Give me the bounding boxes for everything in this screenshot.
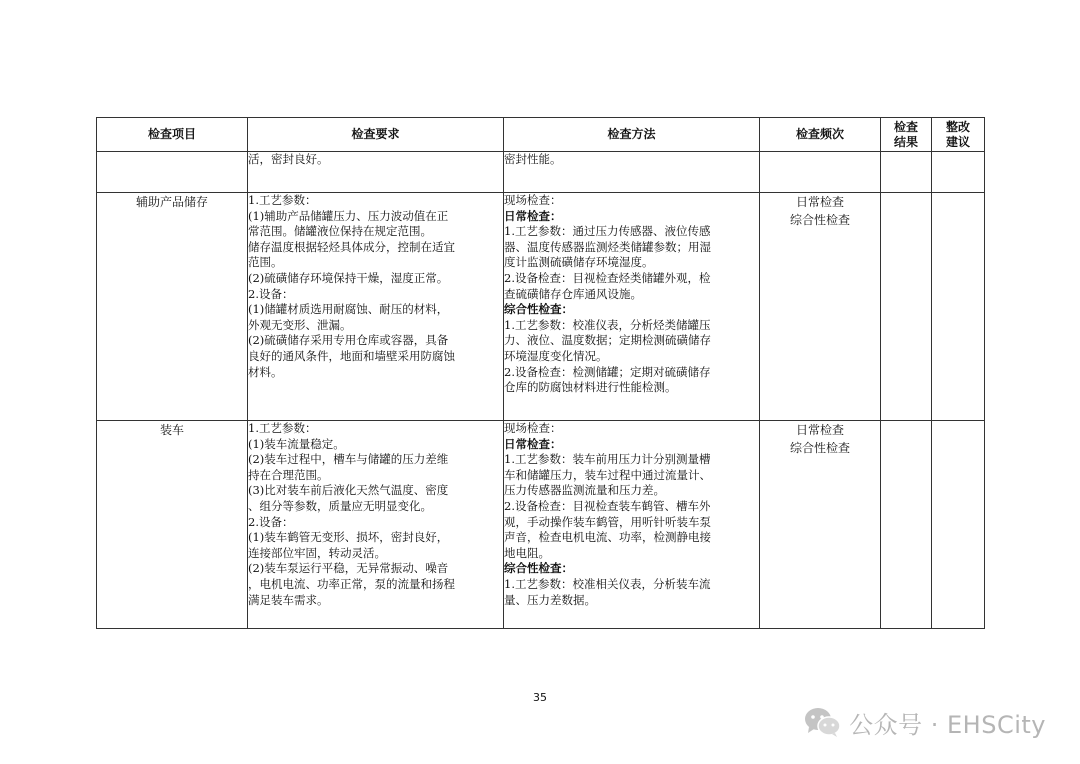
method-line: 压力传感器监测流量和压力差。 <box>504 483 665 498</box>
method-line: 综合性检查： <box>504 302 573 317</box>
page-number: 35 <box>533 691 547 704</box>
item-label: 辅助产品储存 <box>135 195 208 209</box>
requirement-line: (2)装车泵运行平稳，无异常振动、噪音 <box>248 561 449 576</box>
requirement-line: 常范围。储罐液位保持在规定范围。 <box>248 224 432 239</box>
method-line: 力、液位、温度数据；定期检测硫磺储存 <box>504 333 711 348</box>
requirement-line: 2.设备： <box>248 286 294 301</box>
suggestion-cell <box>932 152 985 193</box>
frequency-line: 日常检查 <box>795 423 844 437</box>
method-line: 声音，检查电机电流、功率，检测静电接 <box>504 530 711 545</box>
requirement-line: 良好的通风条件，地面和墙壁采用防腐蚀 <box>248 348 455 363</box>
requirement-line: 1.工艺参数： <box>248 421 317 435</box>
requirement-line: 外观无变形、泄漏。 <box>248 317 352 332</box>
header-requirement: 检查要求 <box>248 118 504 152</box>
item-cell <box>97 152 248 193</box>
requirement-line: 材料。 <box>248 364 283 379</box>
item-cell <box>97 421 248 629</box>
header-frequency: 检查频次 <box>760 118 881 152</box>
method-line: 地电阻。 <box>504 545 550 560</box>
method-line: 现场检查： <box>504 193 562 207</box>
method-line: 器、温度传感器监测烃类储罐参数；用湿 <box>504 239 711 254</box>
header-item: 检查项目 <box>97 118 248 152</box>
requirement-line: 活，密封良好。 <box>248 152 329 166</box>
method-line: 现场检查： <box>504 421 562 435</box>
table-row <box>97 152 985 193</box>
method-line: 1.工艺参数：通过压力传感器、液位传感 <box>504 224 711 239</box>
requirement-cell <box>248 152 504 193</box>
method-line: 观，手动操作装车鹤管，用听针听装车泵 <box>504 514 711 529</box>
requirement-line: 1.工艺参数： <box>248 193 317 207</box>
method-line: 2.设备检查：检测储罐；定期对硫磺储存 <box>504 364 711 379</box>
item-label: 装车 <box>159 423 184 437</box>
inspection-table <box>96 117 985 629</box>
method-line: 查硫磺储存仓库通风设施。 <box>504 286 642 301</box>
requirement-line: 2.设备： <box>248 514 294 529</box>
requirement-line: ，电机电流、功率正常，泵的流量和扬程 <box>248 576 455 591</box>
wechat-icon <box>803 706 841 738</box>
method-line: 密封性能。 <box>504 152 562 166</box>
frequency-cell <box>760 193 881 421</box>
method-cell <box>504 152 760 193</box>
result-cell <box>881 193 932 421</box>
requirement-cell <box>248 193 504 421</box>
result-cell <box>881 152 932 193</box>
frequency-line: 综合性检查 <box>789 441 850 455</box>
watermark <box>803 704 1046 740</box>
method-line: 日常检查： <box>504 436 562 451</box>
method-line: 日常检查： <box>504 208 562 223</box>
header-result: 检查 结果 <box>881 118 932 152</box>
requirement-line: 持在合理范围。 <box>248 467 329 482</box>
requirement-line: (1)装车流量稳定。 <box>248 436 345 451</box>
requirement-line: (1)装车鹤管无变形、损坏，密封良好， <box>248 530 449 545</box>
header-method: 检查方法 <box>504 118 760 152</box>
requirement-line: 连接部位牢固，转动灵活。 <box>248 545 386 560</box>
method-line: 1.工艺参数：校准相关仪表，分析装车流 <box>504 576 711 591</box>
method-line: 综合性检查： <box>504 561 573 576</box>
requirement-line: (2)硫磺储存环境保持干燥，湿度正常。 <box>248 270 449 285</box>
requirement-line: (2)硫磺储存采用专用仓库或容器，具备 <box>248 333 449 348</box>
method-line: 1.工艺参数：校准仪表，分析烃类储罐压 <box>504 317 711 332</box>
header-suggestion: 整改 建议 <box>932 118 985 152</box>
requirement-line: 满足装车需求。 <box>248 592 329 607</box>
requirement-line: 储存温度根据轻烃具体成分，控制在适宜 <box>248 239 455 254</box>
frequency-cell <box>760 421 881 629</box>
table-row <box>97 193 985 421</box>
requirement-line: (3)比对装车前后液化天然气温度、密度 <box>248 483 449 498</box>
requirement-line: 、组分等参数，质量应无明显变化。 <box>248 498 432 513</box>
frequency-cell <box>760 152 881 193</box>
requirement-cell <box>248 421 504 629</box>
method-line: 2.设备检查：目视检查烃类储罐外观，检 <box>504 270 711 285</box>
requirement-line: 范围。 <box>248 255 283 270</box>
item-cell <box>97 193 248 421</box>
method-line: 度计监测硫磺储存环境湿度。 <box>504 255 654 270</box>
suggestion-cell <box>932 421 985 629</box>
method-line: 环境湿度变化情况。 <box>504 348 608 363</box>
watermark-text: 公众号 · EHSCity <box>849 710 1046 739</box>
table-row <box>97 421 985 629</box>
method-line: 1.工艺参数：装车前用压力计分别测量槽 <box>504 452 711 467</box>
frequency-line: 日常检查 <box>795 195 844 209</box>
requirement-line: (1)储罐材质选用耐腐蚀、耐压的材料， <box>248 302 449 317</box>
method-line: 仓库的防腐蚀材料进行性能检测。 <box>504 380 677 395</box>
requirement-line: (2)装车过程中，槽车与储罐的压力差维 <box>248 452 449 467</box>
result-cell <box>881 421 932 629</box>
method-cell <box>504 421 760 629</box>
method-line: 量、压力差数据。 <box>504 592 596 607</box>
method-cell <box>504 193 760 421</box>
frequency-line: 综合性检查 <box>789 213 850 227</box>
method-line: 车和储罐压力，装车过程中通过流量计、 <box>504 467 711 482</box>
requirement-line: (1)辅助产品储罐压力、压力波动值在正 <box>248 208 449 223</box>
method-line: 2.设备检查：目视检查装车鹤管、槽车外 <box>504 498 711 513</box>
table-header-row <box>97 118 985 152</box>
suggestion-cell <box>932 193 985 421</box>
